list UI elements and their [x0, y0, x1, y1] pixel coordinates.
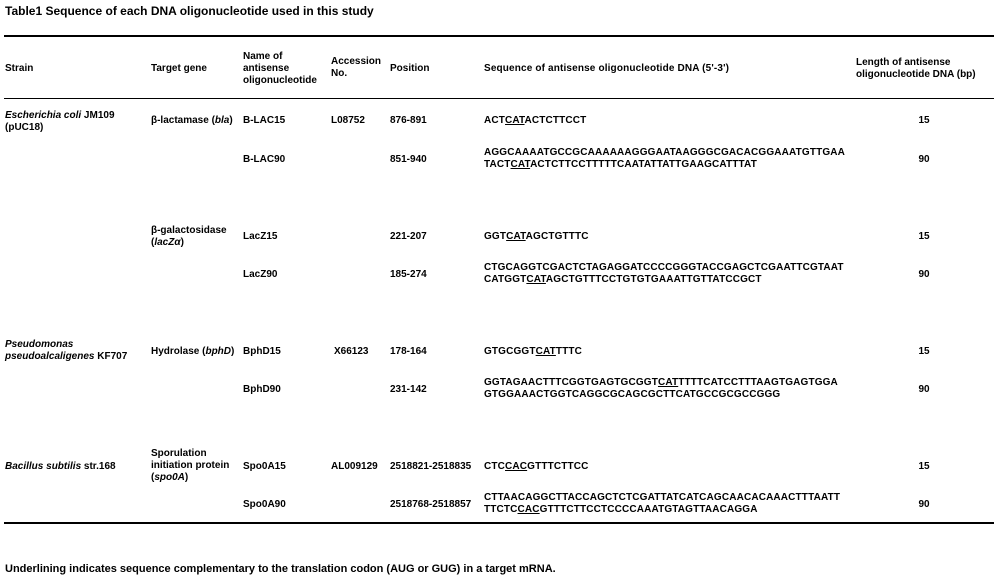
accession-number: AL009129	[331, 461, 378, 472]
oligo-sequence: GGTAGAACTTTCGGTGAGTGCGGTCATTTTTCATCCTTTAAGTGAGTGGA GTGGAAACTGGTCAGGCGCAGCGCTTCATGCCGCGCCGGG	[484, 377, 838, 400]
oligo-length: 90	[918, 269, 930, 280]
strain-pseudomonas	[5, 339, 127, 363]
accession-number: L08752	[331, 115, 365, 126]
strain-species-name: pseudoalcaligenes	[5, 351, 95, 362]
start-codon-complement: CAT	[535, 346, 556, 357]
oligo-name: Spo0A15	[243, 461, 286, 472]
header-length	[856, 57, 976, 81]
target-gene-spo0a: Sporulation initiation protein (spo0A)	[151, 448, 230, 483]
header-sequence: Sequence of antisense oligonucleotide DNA (5'-3')	[484, 63, 730, 74]
oligo-length: 90	[918, 154, 930, 165]
oligo-length: 15	[918, 461, 930, 472]
oligo-name: LacZ15	[243, 231, 278, 242]
table-footnote: Underlining indicates sequence complementary to the translation codon (AUG or GUG) in a target mRNA.	[5, 563, 556, 575]
oligo-sequence: ACTCATACTCTTCCT	[484, 115, 587, 126]
oligo-name: Spo0A90	[243, 499, 286, 510]
oligo-sequence: AGGCAAAATGCCGCAAAAAAGGGAATAAGGGCGACACGGAAATGTTGAA TACTCATACTCTTCCTTTTTCAATATTATTGAAGCATTTAT	[484, 147, 846, 170]
strain-bacillus	[5, 461, 116, 473]
position-range: 2518821-2518835	[390, 461, 472, 472]
strain-designation: str.168	[81, 461, 116, 472]
accession-number: X66123	[334, 346, 369, 357]
target-gene-bphd: Hydrolase (bphD)	[151, 346, 235, 357]
table-top-rule	[4, 35, 994, 37]
position-range: 185-274	[390, 269, 427, 280]
header-length-line2: oligonucleotide DNA (bp)	[856, 69, 976, 80]
header-length-line1: Length of antisense	[856, 57, 951, 68]
header-accession-line2: No.	[331, 68, 348, 79]
oligo-sequence: GGTCATAGCTGTTTC	[484, 231, 589, 242]
start-codon-complement: CAT	[506, 231, 526, 242]
oligo-sequence: GTGCGGTCATTTTC	[484, 346, 583, 357]
header-target-gene: Target gene	[151, 63, 207, 74]
start-codon-complement: CAC	[505, 461, 528, 472]
start-codon-complement: CAT	[526, 274, 546, 285]
table-header-rule	[4, 98, 994, 99]
gene-symbol: bla	[214, 115, 230, 126]
header-oligo-name-line1: Name of	[243, 51, 283, 62]
strain-genus: Pseudomonas	[5, 339, 74, 350]
header-accession	[331, 56, 381, 80]
start-codon-complement: CAT	[505, 115, 525, 126]
oligo-length: 15	[918, 115, 930, 126]
strain-plasmid: (pUC18)	[5, 122, 44, 133]
table-title: Table1 Sequence of each DNA oligonucleotide used in this study	[5, 4, 374, 18]
strain-designation: KF707	[94, 351, 128, 362]
oligo-length: 15	[918, 346, 930, 357]
position-range: 221-207	[390, 231, 427, 242]
table-bottom-rule	[4, 522, 994, 524]
header-accession-line1: Accession	[331, 56, 382, 67]
oligo-length: 15	[918, 231, 930, 242]
oligo-name: BphD90	[243, 384, 281, 395]
target-gene-bla: β-lactamase (bla)	[151, 115, 233, 126]
header-strain: Strain	[5, 63, 34, 74]
header-oligo-name	[243, 51, 317, 87]
oligo-sequence: CTCCACGTTTCTTCC	[484, 461, 589, 472]
header-oligo-name-line3: oligonucleotide	[243, 75, 317, 86]
position-range: 876-891	[390, 115, 427, 126]
header-position: Position	[390, 63, 430, 74]
strain-species-name: Bacillus subtilis	[5, 461, 82, 472]
gene-symbol: spo0A	[154, 472, 185, 483]
target-gene-lacz: β-galactosidase (lacZα)	[151, 225, 227, 248]
position-range: 2518768-2518857	[390, 499, 472, 510]
position-range: 851-940	[390, 154, 427, 165]
oligo-name: LacZ90	[243, 269, 278, 280]
strain-designation: JM109	[81, 110, 115, 121]
header-oligo-name-line2: antisense	[243, 63, 290, 74]
start-codon-complement: CAC	[517, 504, 540, 515]
position-range: 178-164	[390, 346, 427, 357]
start-codon-complement: CAT	[510, 159, 531, 170]
oligo-name: B-LAC15	[243, 115, 286, 126]
oligo-name: B-LAC90	[243, 154, 286, 165]
gene-symbol: lacZα	[154, 237, 181, 248]
oligo-length: 90	[918, 384, 930, 395]
oligo-name: BphD15	[243, 346, 281, 357]
strain-ecoli	[5, 110, 115, 134]
strain-species-name: Escherichia coli	[5, 110, 82, 121]
gene-symbol: bphD	[205, 346, 232, 357]
oligo-sequence: CTGCAGGTCGACTCTAGAGGATCCCCGGGTACCGAGCTCGAATTCGTAAT CATGGTCATAGCTGTTTCCTGTGTGAAATTGTTATCCGCT	[484, 262, 844, 285]
start-codon-complement: CAT	[657, 377, 679, 388]
position-range: 231-142	[390, 384, 427, 395]
oligo-length: 90	[918, 499, 930, 510]
oligo-sequence: CTTAACAGGCTTACCAGCTCTCGATTATCATCAGCAACACAAACTTTAATT TTCTCCACGTTTCTTCCTCCCCAAATGTAGTTAACAGGA	[484, 492, 841, 515]
